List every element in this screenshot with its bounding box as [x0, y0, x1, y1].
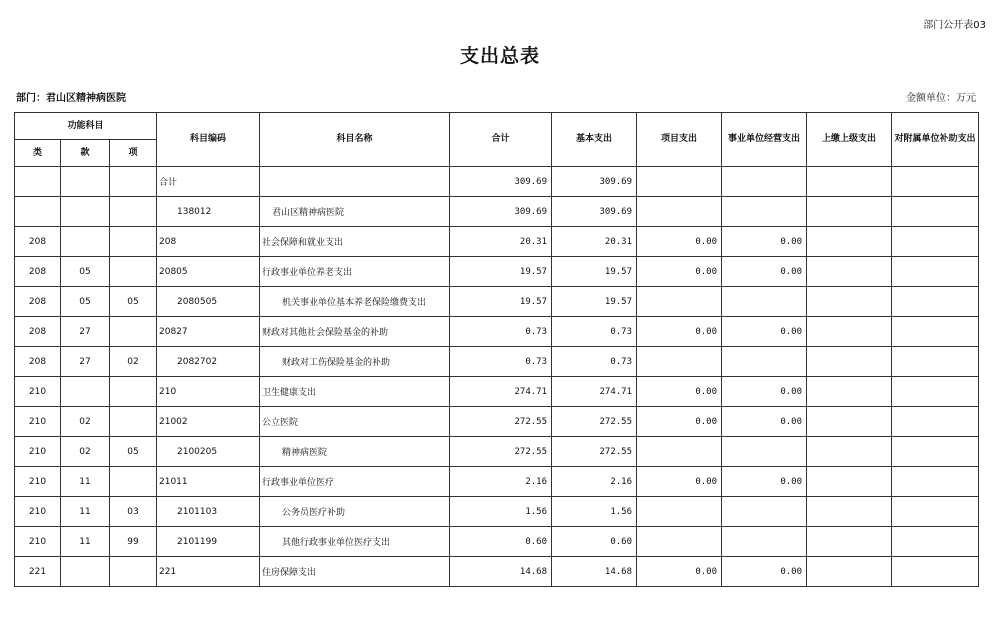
cell-higher	[807, 257, 892, 287]
cell-code: 208	[157, 227, 260, 257]
cell-higher	[807, 287, 892, 317]
cell-kuan	[61, 197, 110, 227]
cell-kuan: 27	[61, 347, 110, 377]
cell-kuan: 11	[61, 467, 110, 497]
cell-basic: 2.16	[552, 467, 637, 497]
header-subsidiary: 对附属单位补助支出	[892, 113, 979, 167]
cell-total: 19.57	[450, 257, 552, 287]
expenditure-table	[14, 112, 979, 587]
cell-subsidiary	[892, 527, 979, 557]
cell-code: 221	[157, 557, 260, 587]
cell-name: 财政对其他社会保险基金的补助	[260, 317, 450, 347]
cell-name: 行政事业单位医疗	[260, 467, 450, 497]
cell-kuan: 05	[61, 257, 110, 287]
cell-kuan: 27	[61, 317, 110, 347]
cell-subsidiary	[892, 287, 979, 317]
cell-subsidiary	[892, 197, 979, 227]
cell-subsidiary	[892, 317, 979, 347]
cell-kuan	[61, 167, 110, 197]
cell-business: 0.00	[722, 257, 807, 287]
cell-basic: 20.31	[552, 227, 637, 257]
cell-code: 2080505	[157, 287, 260, 317]
cell-basic: 1.56	[552, 497, 637, 527]
cell-business: 0.00	[722, 317, 807, 347]
cell-project: 0.00	[637, 407, 722, 437]
cell-basic: 309.69	[552, 167, 637, 197]
cell-code: 2082702	[157, 347, 260, 377]
cell-xiang: 03	[110, 497, 157, 527]
cell-name: 精神病医院	[260, 437, 450, 467]
cell-business: 0.00	[722, 557, 807, 587]
form-number: 部门公开表03	[923, 20, 986, 31]
cell-business	[722, 437, 807, 467]
cell-xiang: 05	[110, 437, 157, 467]
cell-basic: 274.71	[552, 377, 637, 407]
cell-basic: 0.73	[552, 347, 637, 377]
cell-basic: 309.69	[552, 197, 637, 227]
cell-code: 20827	[157, 317, 260, 347]
cell-code: 20805	[157, 257, 260, 287]
cell-project: 0.00	[637, 377, 722, 407]
cell-total: 19.57	[450, 287, 552, 317]
cell-project	[637, 197, 722, 227]
cell-higher	[807, 497, 892, 527]
cell-higher	[807, 407, 892, 437]
cell-business	[722, 497, 807, 527]
cell-code: 2100205	[157, 437, 260, 467]
cell-kuan: 11	[61, 527, 110, 557]
cell-lei	[15, 197, 61, 227]
cell-basic: 14.68	[552, 557, 637, 587]
cell-business	[722, 197, 807, 227]
table-row	[15, 497, 979, 527]
cell-business: 0.00	[722, 407, 807, 437]
cell-name: 卫生健康支出	[260, 377, 450, 407]
cell-xiang	[110, 467, 157, 497]
cell-code: 210	[157, 377, 260, 407]
cell-code: 2101103	[157, 497, 260, 527]
cell-basic: 0.73	[552, 317, 637, 347]
header-project: 项目支出	[637, 113, 722, 167]
cell-subsidiary	[892, 497, 979, 527]
cell-higher	[807, 557, 892, 587]
cell-total: 14.68	[450, 557, 552, 587]
cell-name: 机关事业单位基本养老保险缴费支出	[260, 287, 450, 317]
cell-lei: 208	[15, 257, 61, 287]
cell-name	[260, 167, 450, 197]
cell-code: 21011	[157, 467, 260, 497]
cell-code: 21002	[157, 407, 260, 437]
cell-basic: 19.57	[552, 287, 637, 317]
table-row	[15, 377, 979, 407]
cell-lei: 210	[15, 497, 61, 527]
cell-name: 公务员医疗补助	[260, 497, 450, 527]
cell-lei	[15, 167, 61, 197]
cell-lei: 210	[15, 377, 61, 407]
header-func-subject: 功能科目	[15, 113, 157, 140]
cell-project	[637, 437, 722, 467]
table-row	[15, 227, 979, 257]
cell-lei: 210	[15, 467, 61, 497]
cell-kuan	[61, 227, 110, 257]
cell-subsidiary	[892, 407, 979, 437]
cell-higher	[807, 167, 892, 197]
cell-business: 0.00	[722, 227, 807, 257]
cell-higher	[807, 527, 892, 557]
header-basic: 基本支出	[552, 113, 637, 167]
cell-project	[637, 287, 722, 317]
cell-business: 0.00	[722, 467, 807, 497]
cell-higher	[807, 467, 892, 497]
cell-project	[637, 167, 722, 197]
cell-total: 1.56	[450, 497, 552, 527]
cell-project	[637, 497, 722, 527]
cell-project: 0.00	[637, 467, 722, 497]
cell-name: 住房保障支出	[260, 557, 450, 587]
cell-business	[722, 527, 807, 557]
header-total: 合计	[450, 113, 552, 167]
cell-subsidiary	[892, 467, 979, 497]
cell-higher	[807, 377, 892, 407]
cell-subsidiary	[892, 257, 979, 287]
cell-kuan: 02	[61, 437, 110, 467]
cell-project: 0.00	[637, 317, 722, 347]
cell-name: 公立医院	[260, 407, 450, 437]
cell-xiang	[110, 407, 157, 437]
cell-higher	[807, 197, 892, 227]
cell-project	[637, 527, 722, 557]
cell-code: 2101199	[157, 527, 260, 557]
cell-xiang	[110, 377, 157, 407]
cell-total: 0.73	[450, 317, 552, 347]
cell-business	[722, 167, 807, 197]
header-xiang: 项	[110, 140, 157, 167]
table-row	[15, 167, 979, 197]
cell-subsidiary	[892, 347, 979, 377]
cell-xiang	[110, 197, 157, 227]
cell-lei: 210	[15, 407, 61, 437]
cell-higher	[807, 317, 892, 347]
department-label: 部门：君山区精神病医院	[16, 93, 126, 104]
cell-lei: 208	[15, 227, 61, 257]
table-row	[15, 407, 979, 437]
cell-business: 0.00	[722, 377, 807, 407]
cell-lei: 208	[15, 287, 61, 317]
cell-subsidiary	[892, 227, 979, 257]
cell-basic: 19.57	[552, 257, 637, 287]
cell-name: 社会保障和就业支出	[260, 227, 450, 257]
table-row	[15, 437, 979, 467]
cell-higher	[807, 437, 892, 467]
cell-total: 2.16	[450, 467, 552, 497]
cell-subsidiary	[892, 167, 979, 197]
cell-total: 272.55	[450, 437, 552, 467]
cell-project: 0.00	[637, 557, 722, 587]
header-business: 事业单位经营支出	[722, 113, 807, 167]
table-row	[15, 317, 979, 347]
header-higher: 上缴上级支出	[807, 113, 892, 167]
cell-total: 0.60	[450, 527, 552, 557]
cell-xiang	[110, 167, 157, 197]
cell-lei: 210	[15, 437, 61, 467]
table-row	[15, 467, 979, 497]
header-kuan: 款	[61, 140, 110, 167]
cell-xiang	[110, 257, 157, 287]
table-row	[15, 347, 979, 377]
cell-project: 0.00	[637, 227, 722, 257]
cell-total: 309.69	[450, 197, 552, 227]
amount-unit-label: 金额单位：万元	[906, 93, 976, 104]
cell-name: 财政对工伤保险基金的补助	[260, 347, 450, 377]
header-code: 科目编码	[157, 113, 260, 167]
cell-higher	[807, 347, 892, 377]
cell-xiang: 99	[110, 527, 157, 557]
cell-total: 272.55	[450, 407, 552, 437]
page-title: 支出总表	[459, 45, 540, 67]
cell-kuan	[61, 377, 110, 407]
table-row	[15, 197, 979, 227]
cell-code: 138012	[157, 197, 260, 227]
cell-total: 274.71	[450, 377, 552, 407]
cell-name: 其他行政事业单位医疗支出	[260, 527, 450, 557]
cell-xiang	[110, 557, 157, 587]
table-row	[15, 287, 979, 317]
cell-kuan: 02	[61, 407, 110, 437]
cell-xiang	[110, 317, 157, 347]
cell-business	[722, 287, 807, 317]
table-row	[15, 527, 979, 557]
cell-xiang: 05	[110, 287, 157, 317]
cell-lei: 221	[15, 557, 61, 587]
cell-kuan: 05	[61, 287, 110, 317]
cell-basic: 272.55	[552, 407, 637, 437]
cell-lei: 210	[15, 527, 61, 557]
header-lei: 类	[15, 140, 61, 167]
cell-basic: 272.55	[552, 437, 637, 467]
cell-name: 行政事业单位养老支出	[260, 257, 450, 287]
cell-higher	[807, 227, 892, 257]
cell-subsidiary	[892, 437, 979, 467]
cell-total: 309.69	[450, 167, 552, 197]
cell-subsidiary	[892, 377, 979, 407]
cell-lei: 208	[15, 317, 61, 347]
cell-project	[637, 347, 722, 377]
cell-kuan: 11	[61, 497, 110, 527]
cell-kuan	[61, 557, 110, 587]
cell-lei: 208	[15, 347, 61, 377]
header-name: 科目名称	[260, 113, 450, 167]
cell-total: 0.73	[450, 347, 552, 377]
cell-xiang	[110, 227, 157, 257]
cell-total: 20.31	[450, 227, 552, 257]
cell-business	[722, 347, 807, 377]
cell-code: 合计	[157, 167, 260, 197]
cell-project: 0.00	[637, 257, 722, 287]
cell-name: 君山区精神病医院	[260, 197, 450, 227]
cell-basic: 0.60	[552, 527, 637, 557]
table-row	[15, 257, 979, 287]
table-row	[15, 557, 979, 587]
cell-subsidiary	[892, 557, 979, 587]
cell-xiang: 02	[110, 347, 157, 377]
